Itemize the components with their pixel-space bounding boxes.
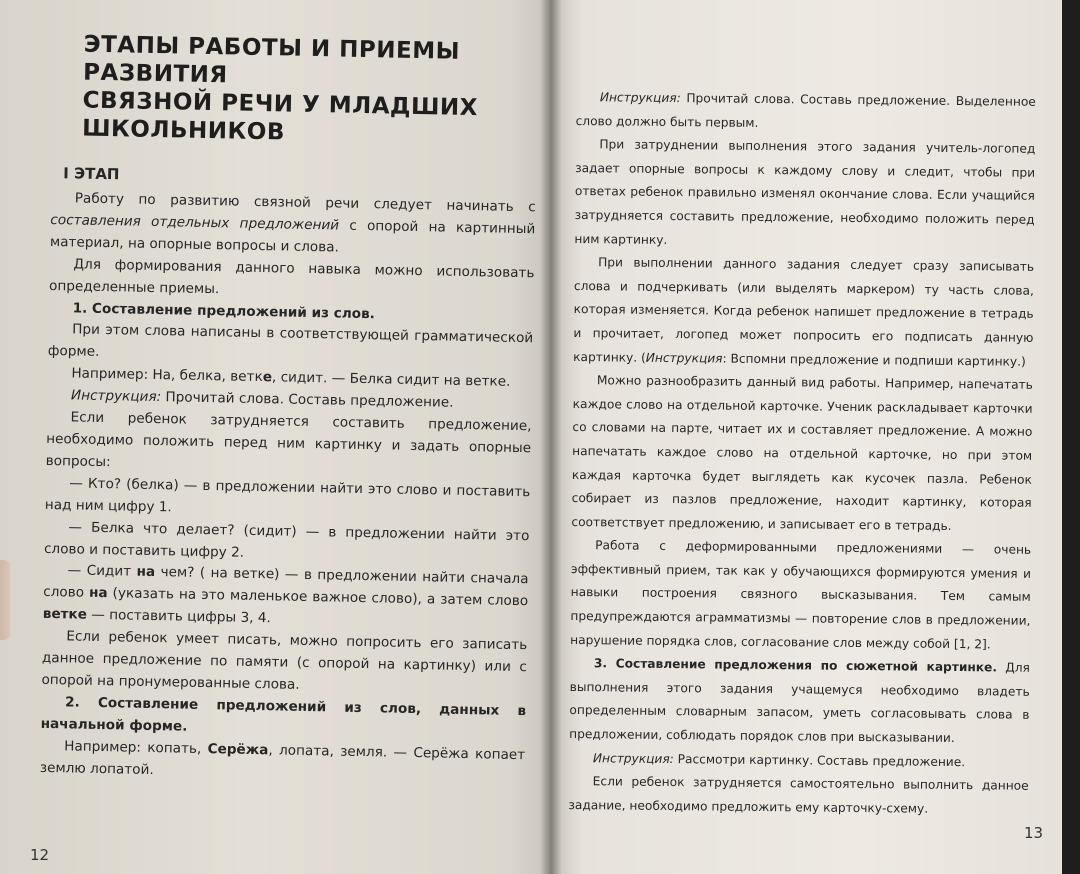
- text-run: к: [254, 369, 263, 386]
- paragraph: [50, 188, 536, 263]
- bold-run: е: [262, 369, 273, 386]
- paragraph: — Белка что делает? (сидит) — в предложении найти это слово и поставить цифру 2.: [43, 518, 530, 561]
- right-text-column: [568, 86, 1036, 822]
- paragraph: Можно разнообразить данный вид работы. Например, напечатать каждое слово на отдельной карточке. Ученик раскладывает карточки со словами на парте, читает их и составляет предложение. А можно напечатать каждое слово на отдельной карточке, но при этом каждая карточка будет выглядеть как кусочек пазла. Ребенок собирает из пазлов предложение, находит картинку, которая соответствует предложению, и записывает его в тетрадь.: [571, 373, 1033, 533]
- stage-heading: I ЭТАП: [63, 164, 120, 184]
- left-text-column: [40, 30, 539, 789]
- text-run: Рассмотри картинку. Составь предложение.: [673, 751, 966, 769]
- paragraph: [43, 560, 529, 635]
- text-run: Прочитай слова. Составь предложение.: [161, 389, 454, 411]
- paragraph: При этом слова написаны в соответствующей грамматической форме.: [47, 321, 534, 361]
- page-number-right: 13: [1024, 824, 1044, 842]
- paragraph: Если ребенок затрудняется самостоятельно выполнить данное задание, необходимо предложить ему карточку-схему.: [568, 774, 1029, 816]
- text-run: При выполнении данного задания следует сразу записывать слова и подчеркивать (или выделять маркером) ту часть слова, которая изменяется. Когда ребенок напишет предложение в тетрадь и прочитает, логопед может попросить его подписать данную картинку. (: [573, 255, 1035, 365]
- italic-run: Инструкция: [645, 350, 723, 366]
- right-page: [552, 0, 1062, 874]
- italic-run: составления отдельных предложений: [50, 211, 340, 234]
- text-run: чем? ( на ветке) — в предложении найти сначала слово: [43, 564, 529, 602]
- italic-run: Инструкция:: [70, 387, 162, 406]
- text-run: Например: копать,: [64, 737, 208, 757]
- page-number-left: 12: [30, 846, 50, 864]
- text-run: Прочитай слова. Составь предложение. Выделенное слово должно быть первым.: [575, 91, 1036, 130]
- text-run: , лопата, земля. — Серёжа копает землю лопатой.: [39, 741, 526, 778]
- background-edge: [1062, 0, 1080, 874]
- text-run: (указать на это маленькое важное слово), а затем слово: [107, 585, 529, 610]
- bold-run: Серёжа: [207, 740, 269, 758]
- text-run: Работу по развитию связной речи следует начинать с: [74, 190, 536, 216]
- italic-run: Инструкция:: [592, 750, 674, 766]
- paragraph: — Кто? (белка) — в предложении найти это слово и поставить над ним цифру 1.: [44, 475, 531, 516]
- section-heading-3: 3. Составление предложения по сюжетной картинке.: [593, 656, 998, 675]
- paragraph: При затруднении выполнения этого задания учитель-логопед задает опорные вопросы к каждому слову и следит, чтобы при ответах ребенок правильно изменял окончание слова. Если учащийся затрудняется составить предложение, необходимо положить перед ним картинку.: [574, 137, 1036, 247]
- paragraph: [576, 86, 1036, 138]
- text-run: : Вспомни предложение и подпиши картинку.): [722, 351, 1026, 369]
- section-heading-1: 1. Составление предложений из слов.: [72, 299, 376, 322]
- bold-run: ветке: [42, 606, 88, 623]
- paragraph: [40, 736, 526, 789]
- paragraph: [573, 251, 1034, 374]
- chapter-title: [82, 31, 539, 152]
- text-run: с опорой на картинный материал, на опорные вопросы и слова.: [49, 217, 536, 256]
- book-gutter: [540, 0, 562, 874]
- text-run: Например: На, белка, вет: [71, 365, 255, 386]
- text-run: Для выполнения этого задания учащемуся необходимо владеть определенным словарным запасом, уметь согласовывать слова в предложении, соблюдать порядок слов при высказывании.: [569, 660, 1031, 746]
- text-run: — Сидит: [67, 562, 137, 581]
- paragraph: Работа с деформированными предложениями — очень эффективный прием, так как у обучающихся формируются умения и навыки построения связного высказывания. Тем самым предупреждаются аграмматизмы — повторение слов в предложении, нарушение порядка слов, согласование слов между собой [1, 2].: [570, 538, 1032, 652]
- italic-run: Инструкция:: [599, 90, 681, 106]
- text-run: , сидит. — Белка сидит на ветке.: [271, 369, 511, 391]
- section-heading-2: 2. Составление предложений из слов, данных в начальной форме.: [40, 694, 527, 735]
- chapter-title-line2: СВЯЗНОЙ РЕЧИ У МЛАДШИХ ШКОЛЬНИКОВ: [81, 87, 479, 146]
- paragraph: Для формирования данного навыка можно использовать определенные приемы.: [48, 256, 535, 297]
- paragraph: Если ребенок умеет писать, можно попросить его записать данное предложение по памяти (с опорой на картинку) или с опорой на пронумерованные слова.: [41, 628, 528, 693]
- thumb-shadow: [0, 560, 10, 640]
- paragraph: [569, 652, 1030, 751]
- bold-run: на: [88, 585, 108, 602]
- chapter-title-line1: ЭТАПЫ РАБОТЫ И ПРИЕМЫ РАЗВИТИЯ: [82, 31, 461, 89]
- text-run: — поставить цифры 3, 4.: [86, 606, 271, 627]
- paragraph: Если ребенок затрудняется составить предложение, необходимо положить перед ним картинку и задать опорные вопросы:: [45, 409, 532, 471]
- bold-run: на: [136, 564, 156, 581]
